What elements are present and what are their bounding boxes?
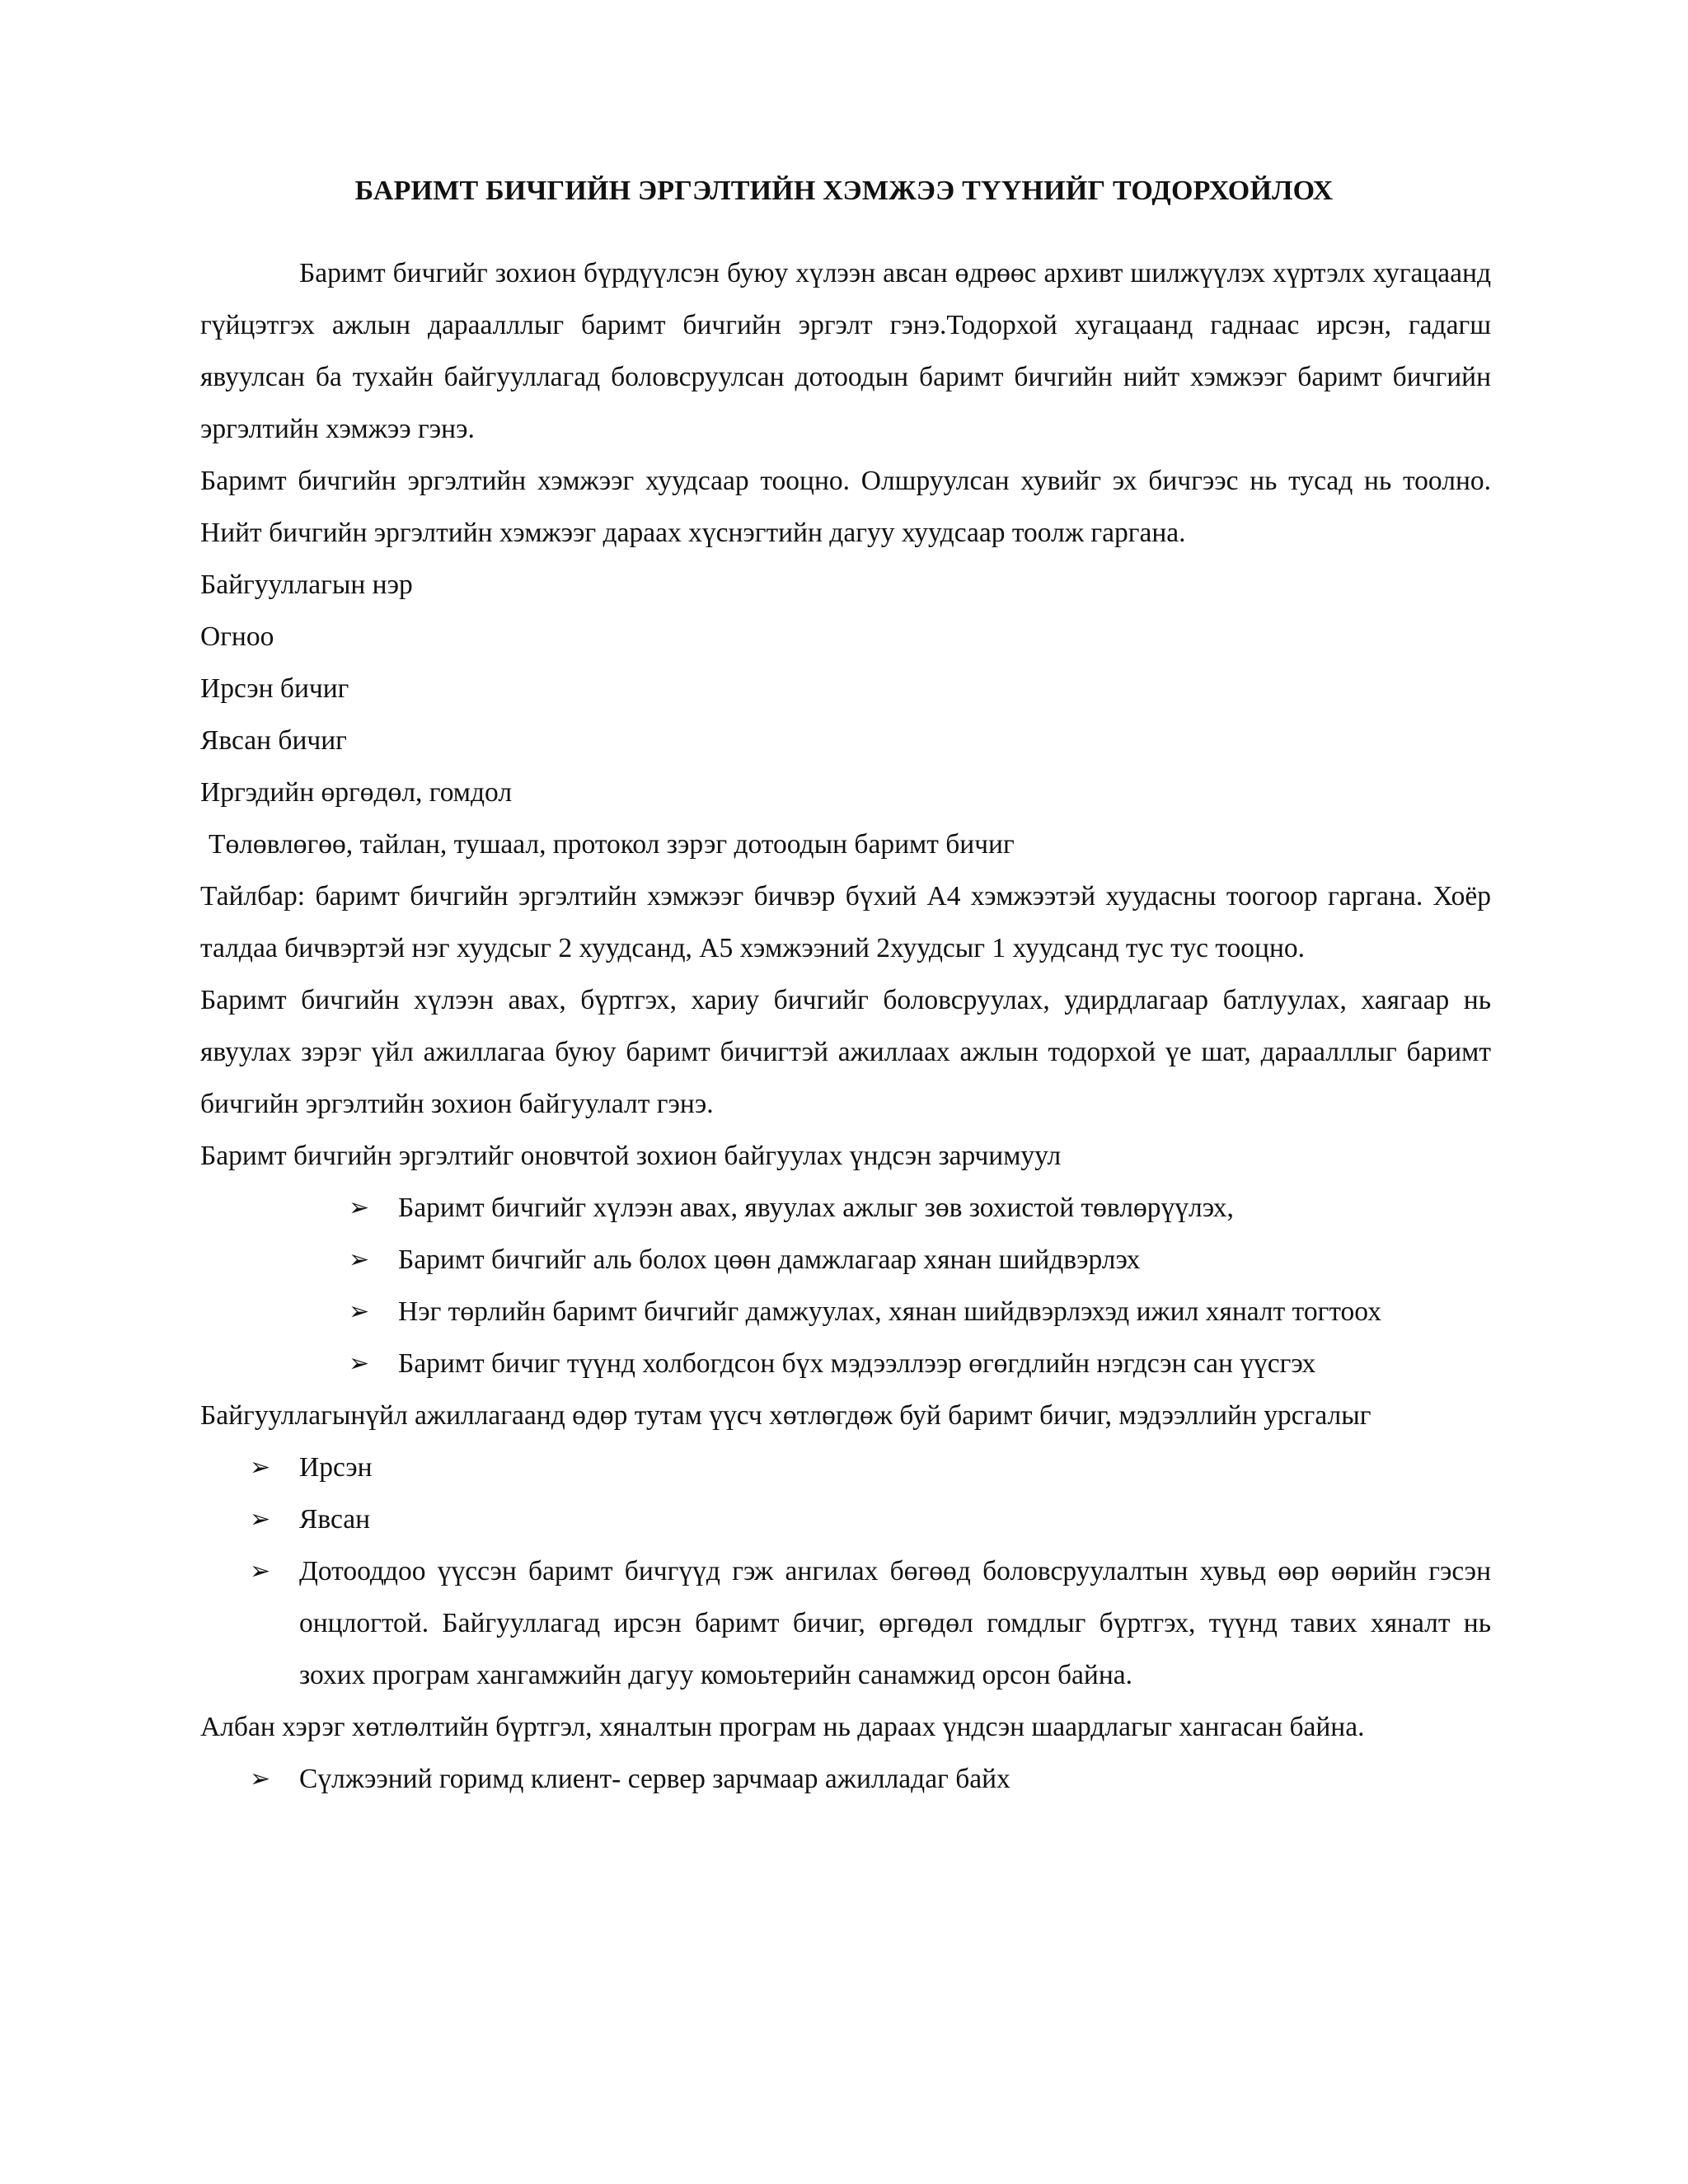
arrowhead-bullet-icon: ➢ bbox=[349, 1297, 370, 1326]
principle-text: Баримт бичгийг аль болох цөөн дамжлагаар хянан шийдвэрлэх bbox=[398, 1244, 1141, 1275]
field-outgoing-documents: Явсан бичиг bbox=[200, 725, 347, 756]
requirements-heading: Албан хэрэг хөтлөлтийн бүртгэл, хяналтын програм нь дараах үндсэн шаардлагыг хангасан байна. bbox=[200, 1712, 1365, 1742]
arrowhead-bullet-icon: ➢ bbox=[250, 1505, 271, 1534]
flow-type-text: Дотооддоо үүссэн баримт бичгүүд гэж ангилах бөгөөд боловсруулалтын хувьд өөр өөрийн гэсэн онцлогтой. Байгууллагад ирсэн баримт бичиг, өргөдөл гомдлыг бүртгэх, түүнд тавих хяналт нь зохих програм хангамжийн дагуу комоьтерийн санамжид орсон байна. bbox=[299, 1556, 1491, 1690]
requirements-list bbox=[200, 1753, 1491, 1805]
list-item bbox=[200, 1441, 1491, 1493]
field-internal-documents: Төлөвлөгөө, тайлан, тушаал, протокол зэрэг дотоодын баримт бичиг bbox=[209, 829, 1015, 860]
table-field-list bbox=[200, 559, 1491, 870]
flow-paragraph: Байгууллагынүйл ажиллагаанд өдөр тутам үүсч хөтлөгдөж буй баримт бичиг, мэдээллийн урсгалыг bbox=[200, 1400, 1372, 1431]
principle-text: Баримт бичгийг хүлээн авах, явуулах ажлыг зөв зохистой төвлөрүүлэх, bbox=[398, 1193, 1234, 1223]
arrowhead-bullet-icon: ➢ bbox=[250, 1557, 271, 1586]
note-paragraph: Тайлбар: баримт бичгийн эргэлтийн хэмжээг бичвэр бүхий А4 хэмжээтэй хуудасны тоогоор гаргана. Хоёр талдаа бичвэртэй нэг хуудсыг 2 хуудсанд, А5 хэмжээний 2хуудсыг 1 хуудсанд тус тус тооцно. bbox=[200, 881, 1491, 963]
arrowhead-bullet-icon: ➢ bbox=[349, 1349, 370, 1378]
counting-paragraph: Баримт бичгийн эргэлтийн хэмжээг хуудсаар тооцно. Олшруулсан хувийг эх бичгээс нь тусад нь тоолно. Нийт бичгийн эргэлтийн хэмжээг дараах хүснэгтийн дагуу хуудсаар тоолж гаргана. bbox=[200, 466, 1491, 548]
arrowhead-bullet-icon: ➢ bbox=[349, 1245, 370, 1274]
list-item bbox=[200, 1493, 1491, 1545]
intro-paragraph: Баримт бичгийг зохион бүрдүүлсэн буюу хүлээн авсан өдрөөс архивт шилжүүлэх хүртэлх хугацаанд гүйцэтгэх ажлын дараалллыг баримт бичгийн эргэлт гэнэ.Тодорхой хугацаанд гаднаас ирсэн, гадагш явуулсан ба тухайн байгууллагад боловсруулсан дотоодын баримт бичгийн нийт хэмжээг баримт бичгийн эргэлтийн хэмжээ гэнэ. bbox=[200, 258, 1491, 444]
field-incoming-documents: Ирсэн бичиг bbox=[200, 673, 349, 704]
field-date: Огноо bbox=[200, 621, 274, 652]
field-organization-name: Байгууллагын нэр bbox=[200, 569, 413, 600]
list-item bbox=[200, 1182, 1491, 1234]
flow-type-text: Ирсэн bbox=[299, 1452, 373, 1483]
principles-heading: Баримт бичгийн эргэлтийг оновчтой зохион байгуулах үндсэн зарчимуул bbox=[200, 1141, 1062, 1171]
field-citizen-petitions: Иргэдийн өргөдөл, гомдол bbox=[200, 777, 513, 808]
list-item bbox=[200, 1338, 1491, 1390]
arrowhead-bullet-icon: ➢ bbox=[250, 1765, 271, 1793]
list-item bbox=[200, 1286, 1491, 1338]
principle-text: Нэг төрлийн баримт бичгийг дамжуулах, хянан шийдвэрлэхэд ижил хяналт тогтоох bbox=[398, 1296, 1381, 1327]
list-item bbox=[200, 1545, 1491, 1701]
list-item bbox=[200, 1753, 1491, 1805]
arrowhead-bullet-icon: ➢ bbox=[250, 1453, 271, 1482]
arrowhead-bullet-icon: ➢ bbox=[349, 1193, 370, 1222]
list-item bbox=[200, 1234, 1491, 1286]
page-title: БАРИМТ БИЧГИЙН ЭРГЭЛТИЙН ХЭМЖЭЭ ТҮҮНИЙГ ТОДОРХОЙЛОХ bbox=[354, 176, 1334, 206]
document-body bbox=[200, 247, 1491, 1805]
requirement-text: Сүлжээний горимд клиент- сервер зарчмаар ажилладаг байх bbox=[299, 1764, 1010, 1794]
flow-type-text: Явсан bbox=[299, 1504, 371, 1535]
flow-types-list bbox=[200, 1441, 1491, 1701]
organization-paragraph: Баримт бичгийн хүлээн авах, бүртгэх, хариу бичгийг боловсруулах, удирдлагаар батлуулах, хаягаар нь явуулах зэрэг үйл ажиллагаа буюу баримт бичигтэй ажиллаах ажлын тодорхой үе шат, дараалллыг баримт бичгийн эргэлтийн зохион байгуулалт гэнэ. bbox=[200, 985, 1491, 1119]
principle-text: Баримт бичиг түүнд холбогдсон бүх мэдээллээр өгөгдлийн нэгдсэн сан үүсгэх bbox=[398, 1348, 1316, 1379]
principles-list bbox=[200, 1182, 1491, 1390]
